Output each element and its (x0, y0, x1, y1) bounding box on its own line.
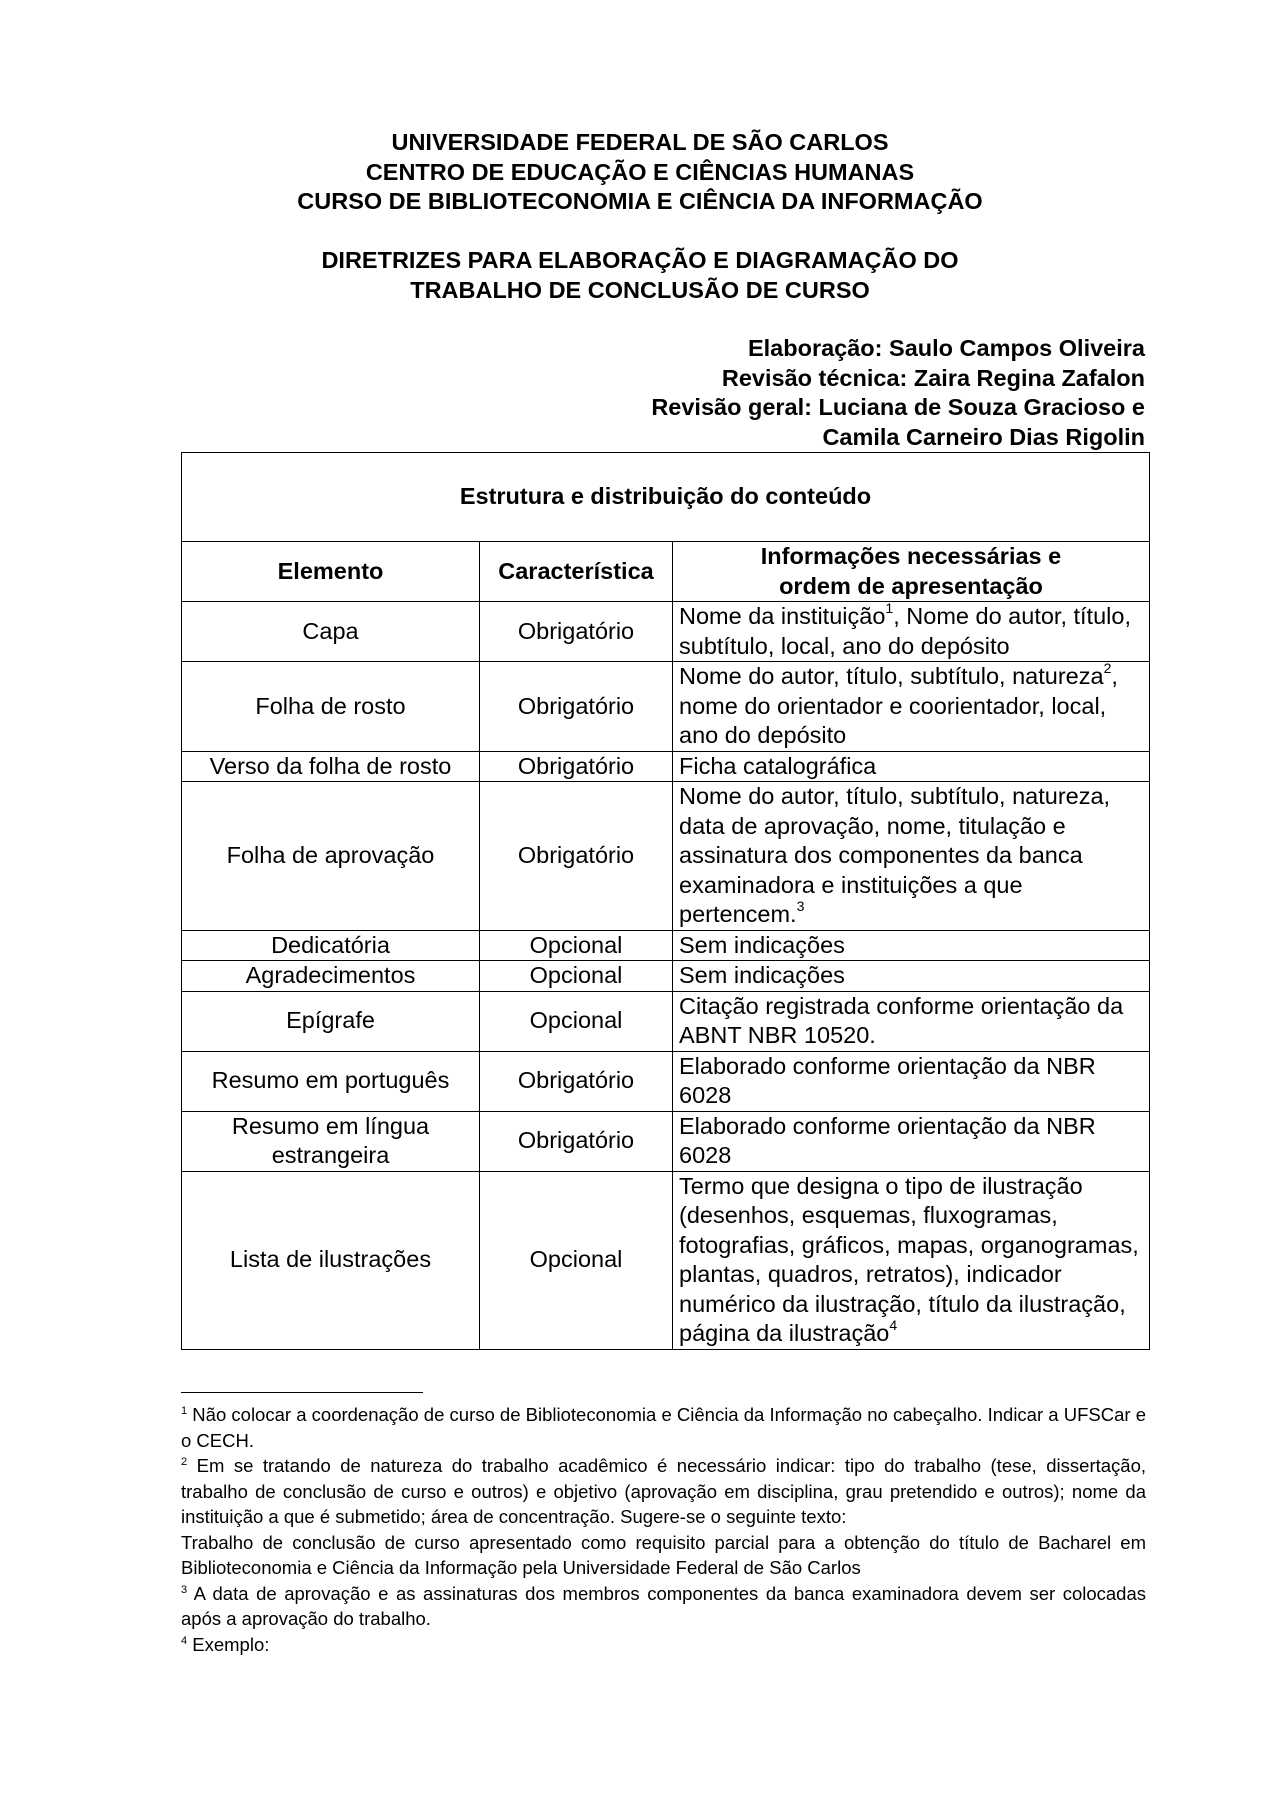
table-row (182, 961, 1150, 992)
header-line: CURSO DE BIBLIOTECONOMIA E CIÊNCIA DA INFORMAÇÃO (297, 188, 983, 214)
credit-line: Revisão técnica: Zaira Regina Zafalon (721, 364, 1145, 391)
footnote-text: A data de aprovação e as assinaturas dos membros componentes da banca examinadora devem ser colocadas após a aprovação do trabalho. (181, 1582, 1146, 1629)
cell-informacoes (673, 991, 1150, 1051)
credit-line: Elaboração: Saulo Campos Oliveira (747, 335, 1145, 361)
info-text: Elaborado conforme orientação da NBR 6028 (679, 1112, 1096, 1168)
table-body (182, 602, 1150, 1350)
footnote (181, 1453, 1146, 1530)
footnote-reference: 2 (1103, 660, 1112, 677)
institution-header (180, 128, 1100, 217)
info-text: Nome da instituição (679, 603, 886, 629)
title-line: TRABALHO DE CONCLUSÃO DE CURSO (410, 276, 870, 303)
cell-informacoes (673, 1051, 1150, 1111)
table-row (182, 751, 1150, 782)
cell-informacoes (673, 782, 1150, 931)
cell-caracteristica: Obrigatório (480, 751, 673, 782)
cell-elemento: Lista de ilustrações (182, 1171, 480, 1349)
credit-line: Camila Carneiro Dias Rigolin (822, 423, 1145, 450)
info-text: Nome do autor, título, subtítulo, natureza, data de aprovação, nome, titulação e assinatura dos componentes da banca examinadora e instituições a que pertencem. (679, 783, 1111, 927)
table-row (182, 782, 1150, 931)
cell-elemento: Dedicatória (182, 930, 480, 961)
cell-elemento: Resumo em língua estrangeira (182, 1111, 480, 1171)
cell-caracteristica: Opcional (480, 930, 673, 961)
footnote-mark: 2 (181, 1455, 188, 1468)
table-row (182, 602, 1150, 662)
footnote (181, 1581, 1146, 1632)
info-text: Elaborado conforme orientação da NBR 6028 (679, 1052, 1096, 1108)
cell-elemento: Folha de rosto (182, 662, 480, 752)
footnotes (181, 1402, 1146, 1657)
footnote-text: Não colocar a coordenação de curso de Biblioteconomia e Ciência da Informação no cabeçalho. Indicar a UFSCar e o CECH. (181, 1404, 1147, 1451)
header-line: UNIVERSIDADE FEDERAL DE SÃO CARLOS (391, 129, 889, 155)
footnote-reference: 1 (885, 600, 894, 617)
table-row (182, 991, 1150, 1051)
footnote-reference: 4 (889, 1317, 898, 1334)
cell-caracteristica: Opcional (480, 961, 673, 992)
footnote-mark: 3 (181, 1583, 188, 1596)
info-text: Citação registrada conforme orientação da ABNT NBR 10520. (679, 992, 1124, 1048)
footnote (181, 1632, 1146, 1658)
info-text: Termo que designa o tipo de ilustração (desenhos, esquemas, fluxogramas, fotografias, gráficos, mapas, organogramas, plantas, quadros, retratos), indicador numérico da ilustração, título da ilustração, página da ilustração (679, 1172, 1139, 1346)
table-row (182, 1051, 1150, 1111)
footnote-separator (181, 1392, 423, 1393)
cell-informacoes (673, 1111, 1150, 1171)
header-informacoes (673, 542, 1150, 602)
info-text: Sem indicações (679, 931, 845, 958)
footnote-mark: 1 (181, 1404, 188, 1417)
info-text: Ficha catalográfica (679, 752, 877, 779)
table-row (182, 930, 1150, 961)
title-line: DIRETRIZES PARA ELABORAÇÃO E DIAGRAMAÇÃO DO (321, 247, 959, 273)
header-elemento: Elemento (182, 542, 480, 602)
footnote (181, 1530, 1146, 1581)
footnote-text: Exemplo: (192, 1633, 270, 1655)
footnote-reference: 3 (796, 898, 805, 915)
cell-informacoes (673, 1171, 1150, 1349)
cell-informacoes (673, 930, 1150, 961)
info-text: Sem indicações (679, 962, 845, 988)
table-row (182, 1111, 1150, 1171)
cell-informacoes (673, 662, 1150, 752)
cell-caracteristica: Opcional (480, 991, 673, 1051)
cell-caracteristica: Obrigatório (480, 662, 673, 752)
cell-elemento: Resumo em português (182, 1051, 480, 1111)
table-row (182, 662, 1150, 752)
cell-elemento: Agradecimentos (182, 961, 480, 992)
credits-block (651, 334, 1145, 452)
table-caption: Estrutura e distribuição do conteúdo (182, 453, 1150, 542)
cell-informacoes (673, 961, 1150, 992)
cell-caracteristica: Obrigatório (480, 1051, 673, 1111)
cell-informacoes (673, 602, 1150, 662)
cell-elemento: Capa (182, 602, 480, 662)
cell-caracteristica: Opcional (480, 1171, 673, 1349)
header-info-line: Informações necessárias e (760, 543, 1062, 569)
header-info-line: ordem de apresentação (779, 572, 1043, 599)
header-line: CENTRO DE EDUCAÇÃO E CIÊNCIAS HUMANAS (365, 158, 915, 185)
cell-elemento: Folha de aprovação (182, 782, 480, 931)
structure-table (181, 452, 1150, 1350)
footnote-mark: 4 (181, 1634, 188, 1647)
cell-elemento: Epígrafe (182, 991, 480, 1051)
footnote-text: Trabalho de conclusão de curso apresentado como requisito parcial para a obtenção do título de Bacharel em Biblioteconomia e Ciência da Informação pela Universidade Federal de São Carlos (181, 1531, 1146, 1578)
cell-caracteristica: Obrigatório (480, 1111, 673, 1171)
table-row (182, 1171, 1150, 1349)
info-text: , Nome do autor, título, subtítulo, local, ano do depósito (679, 603, 1131, 659)
cell-elemento: Verso da folha de rosto (182, 751, 480, 782)
table-header-row (182, 542, 1150, 602)
info-text: Nome do autor, título, subtítulo, natureza (679, 663, 1104, 689)
document-title (180, 246, 1100, 305)
header-caracteristica: Característica (480, 542, 673, 602)
info-text: , nome do orientador e coorientador, local, ano do depósito (679, 663, 1118, 748)
footnote-text: Em se tratando de natureza do trabalho acadêmico é necessário indicar: tipo do trabalho (tese, dissertação, trabalho de conclusão de curso e outros) e objetivo (aprovação em disciplina, grau pretendido e outros); nome da instituição a que é submetido; área de concentração. Sugere-se o seguinte texto: (181, 1455, 1147, 1527)
footnote (181, 1402, 1146, 1453)
credit-line: Revisão geral: Luciana de Souza Gracioso e (651, 394, 1145, 420)
cell-informacoes (673, 751, 1150, 782)
cell-caracteristica: Obrigatório (480, 782, 673, 931)
cell-caracteristica: Obrigatório (480, 602, 673, 662)
